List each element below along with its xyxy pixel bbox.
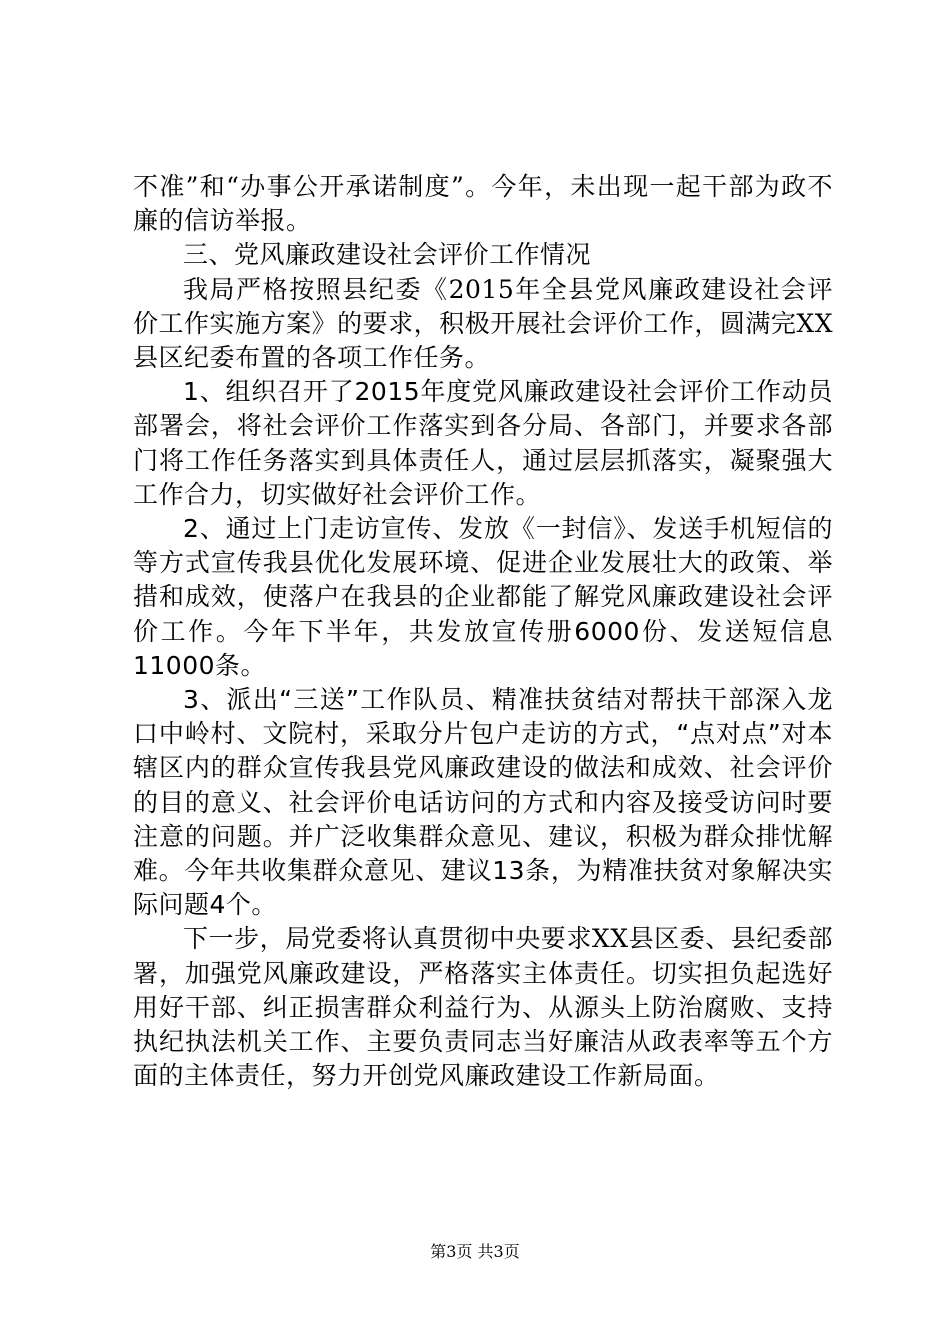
paragraph-intro: 我局严格按照县纪委《2015年全县党风廉政建设社会评价工作实施方案》的要求，积极开展社会评价工作，圆满完XX县区纪委布置的各项工作任务。 [133, 274, 833, 373]
list-item-1: 1、组织召开了2015年度党风廉政建设社会评价工作动员部署会，将社会评价工作落实到各分局、各部门，并要求各部门将工作任务落实到具体责任人，通过层层抓落实，凝聚强大工作合力，切实做好社会评价工作。 [133, 377, 833, 509]
page-number-footer: 第3页 共3页 [430, 1242, 520, 1261]
paragraph-continuation: 不准”和“办事公开承诺制度”。今年，未出现一起干部为政不廉的信访举报。 [133, 172, 833, 236]
paragraph-conclusion: 下一步，局党委将认真贯彻中央要求XX县区委、县纪委部署，加强党风廉政建设，严格落实主体责任。切实担负起选好用好干部、纠正损害群众利益行为、从源头上防治腐败、支持执纪执法机关工作、主要负责同志当好廉洁从政表率等五个方面的主体责任，努力开创党风廉政建设工作新局面。 [133, 924, 833, 1091]
section-heading: 三、党风廉政建设社会评价工作情况 [183, 240, 592, 270]
list-item-3: 3、派出“三送”工作队员、精准扶贫结对帮扶干部深入龙口中岭村、文院村，采取分片包户走访的方式，“点对点”对本辖区内的群众宣传我县党风廉政建设的做法和成效、社会评价的目的意义、社会评价电话访问的方式和内容及接受访问时要注意的问题。并广泛收集群众意见、建议，积极为群众排忧解难。今年共收集群众意见、建议13条，为精准扶贫对象解决实际问题4个。 [133, 685, 833, 920]
list-item-2: 2、通过上门走访宣传、发放《一封信》、发送手机短信的等方式宣传我县优化发展环境、促进企业发展壮大的政策、举措和成效，使落户在我县的企业都能了解党风廉政建设社会评价工作。今年下半年，共发放宣传册6000份、发送短信息11000条。 [133, 514, 833, 680]
document-body [133, 170, 833, 1093]
